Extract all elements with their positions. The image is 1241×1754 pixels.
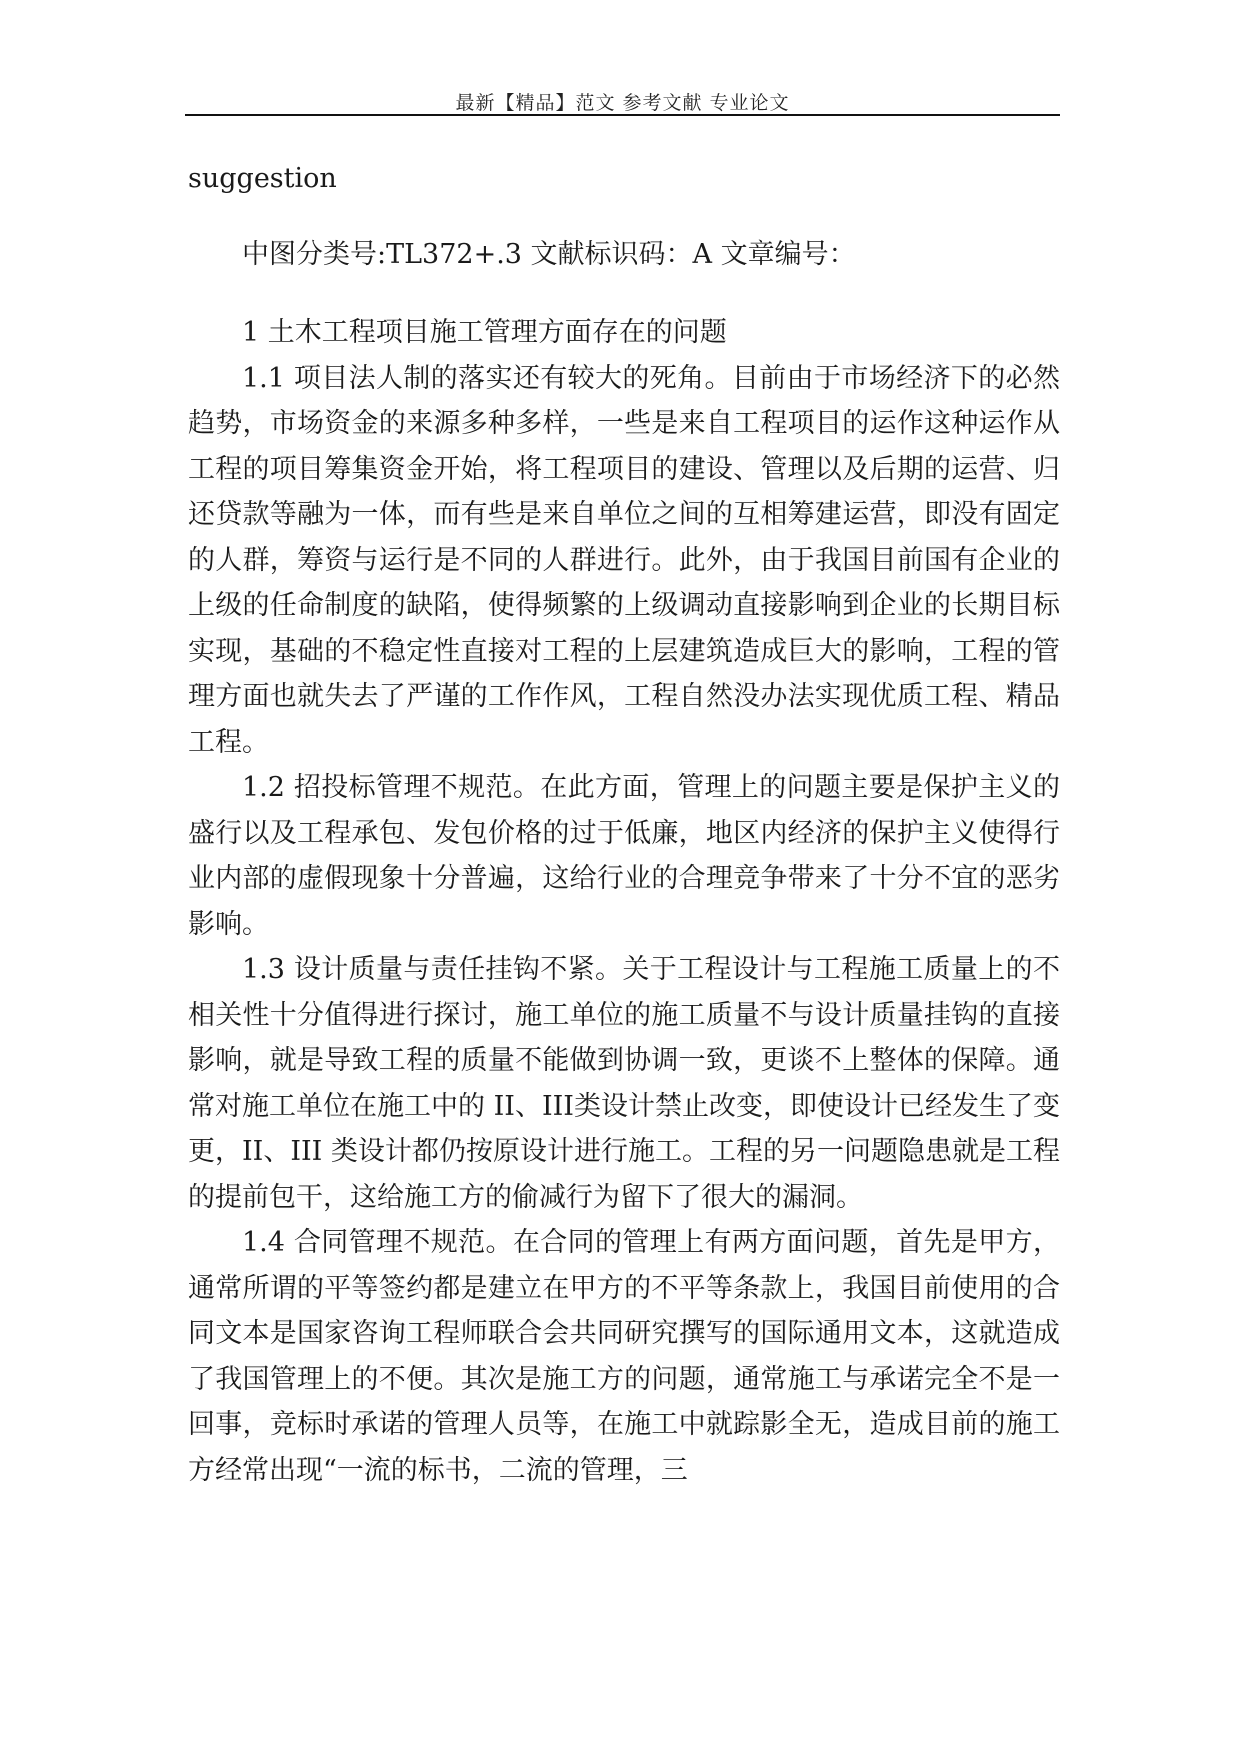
page-header: 最新【精品】范文 参考文献 专业论文 <box>455 92 790 114</box>
document-body <box>188 156 1060 1493</box>
paragraph-1-4: 1.4 合同管理不规范。在合同的管理上有两方面问题，首先是甲方，通常所谓的平等签约都是建立在甲方的不平等条款上，我国目前使用的合同文本是国家咨询工程师联合会共同研究撰写的国际通用文本，这就造成了我国管理上的不便。其次是施工方的问题，通常施工与承诺完全不是一回事，竞标时承诺的管理人员等，在施工中就踪影全无，造成目前的施工方经常出现“一流的标书，二流的管理，三 <box>188 1227 1060 1486</box>
paragraph-1-3: 1.3 设计质量与责任挂钩不紧。关于工程设计与工程施工质量上的不相关性十分值得进行探讨，施工单位的施工质量不与设计质量挂钩的直接影响，就是导致工程的质量不能做到协调一致，更谈不上整体的保障。通常对施工单位在施工中的 II、III类设计禁止改变，即使设计已经发生了变更，II、III 类设计都仍按原设计进行施工。工程的另一问题隐患就是工程的提前包干，这给施工方的偷减行为留下了很大的漏洞。 <box>188 954 1060 1213</box>
paragraph-1-1: 1.1 项目法人制的落实还有较大的死角。目前由于市场经济下的必然趋势，市场资金的来源多种多样，一些是来自工程项目的运作这种运作从工程的项目筹集资金开始，将工程项目的建设、管理以及后期的运营、归还贷款等融为一体，而有些是来自单位之间的互相筹建运营，即没有固定的人群，筹资与运行是不同的人群进行。此外，由于我国目前国有企业的上级的任命制度的缺陷，使得频繁的上级调动直接影响到企业的长期目标实现，基础的不稳定性直接对工程的上层建筑造成巨大的影响，工程的管理方面也就失去了严谨的工作作风，工程自然没办法实现优质工程、精品工程。 <box>188 362 1060 758</box>
paragraph-classification: 中图分类号:TL372+.3 文献标识码：A 文章编号： <box>242 238 856 270</box>
header-divider <box>185 114 1060 116</box>
paragraph-keyword-tail: suggestion <box>188 163 337 194</box>
section-heading: 1 土木工程项目施工管理方面存在的问题 <box>242 317 727 348</box>
paragraph-1-2: 1.2 招投标管理不规范。在此方面，管理上的问题主要是保护主义的盛行以及工程承包、发包价格的过于低廉，地区内经济的保护主义使得行业内部的虚假现象十分普遍，这给行业的合理竞争带来了十分不宜的恶劣影响。 <box>188 772 1060 940</box>
